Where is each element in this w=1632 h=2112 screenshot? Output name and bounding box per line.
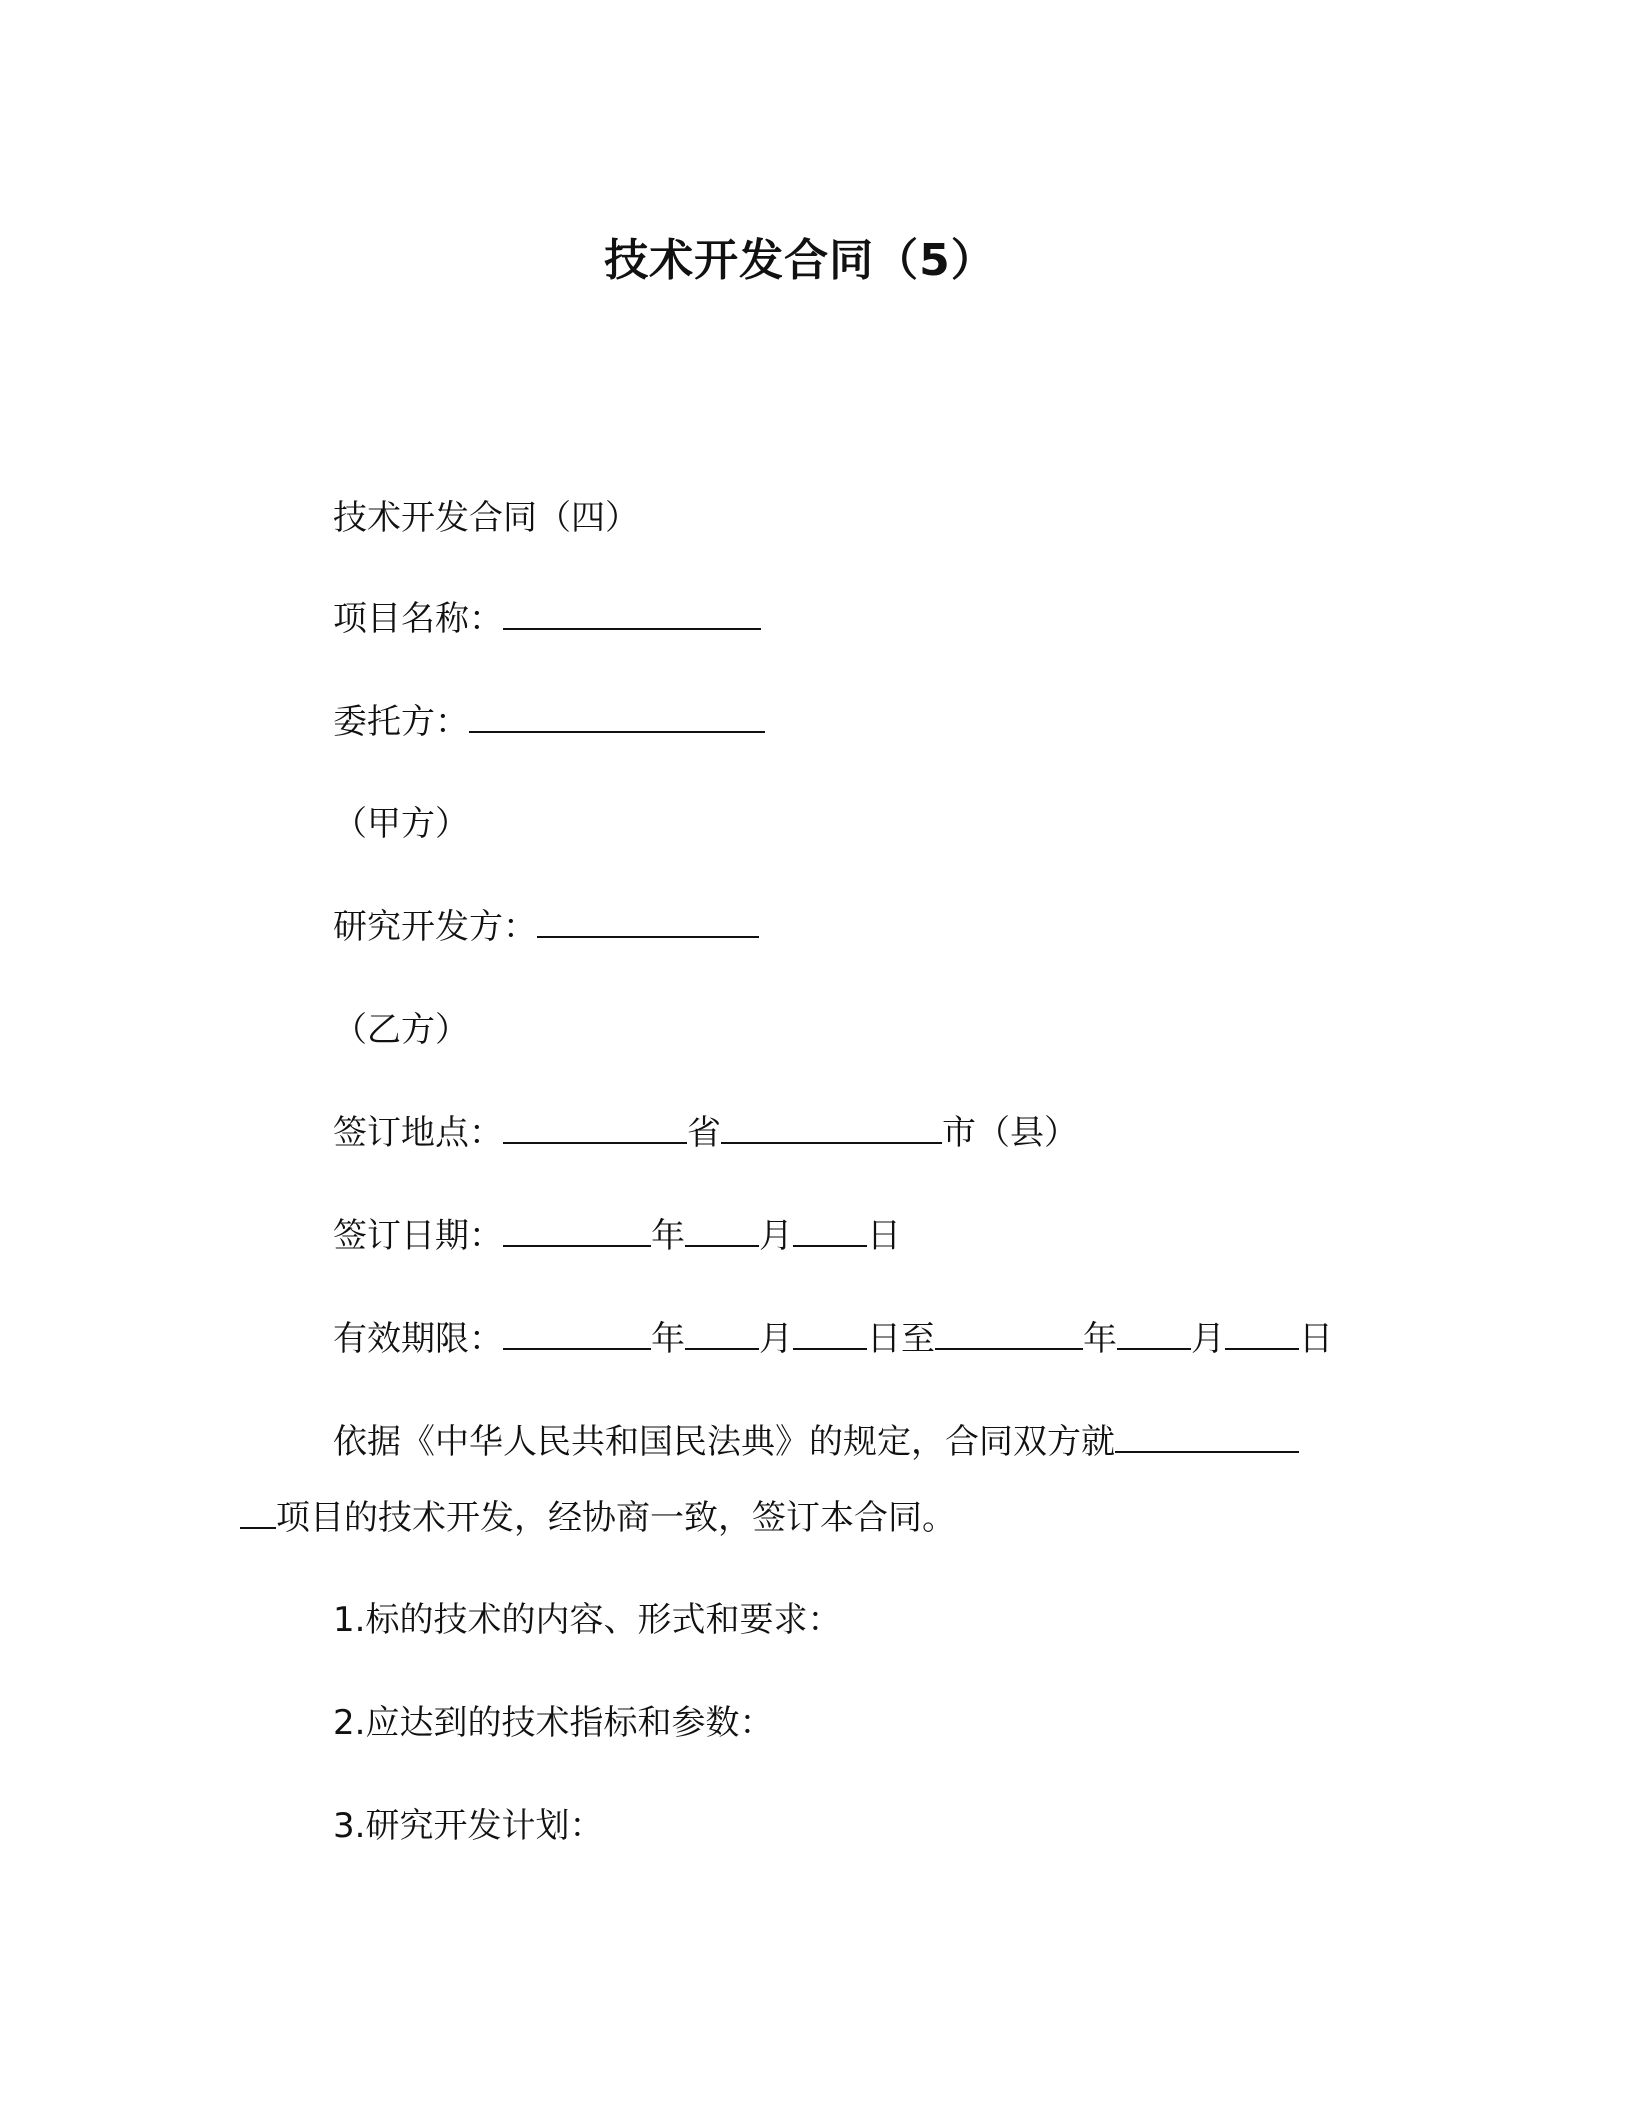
validity-year2-blank [935,1318,1083,1350]
party-a-label: （甲方） [333,804,469,844]
validity-month2-label: 月 [1191,1319,1225,1359]
sign-place-row [333,1111,1078,1155]
validity-day1-blank [793,1318,867,1350]
party-b-label: （乙方） [333,1010,469,1050]
contract-subtitle: 技术开发合同（四） [333,498,639,538]
intro-line-1 [333,1420,1299,1464]
validity-year1-blank [503,1318,651,1350]
validity-month2-blank [1117,1318,1191,1350]
city-label: 市（县） [942,1113,1078,1153]
province-label: 省 [687,1113,721,1153]
developer-label: 研究开发方： [333,907,537,947]
validity-day2-blank [1225,1318,1299,1350]
sign-year-blank [503,1215,651,1247]
sign-date-row [333,1214,901,1258]
document-title: 技术开发合同（5） [604,235,996,286]
province-blank [503,1112,687,1144]
project-name-row [333,597,761,641]
sign-year-label: 年 [651,1216,685,1256]
client-label: 委托方： [333,702,469,742]
item-1: 1.标的技术的内容、形式和要求： [333,1600,842,1640]
validity-month1-blank [685,1318,759,1350]
project-blank-continued [240,1497,276,1529]
intro-line-2 [240,1496,956,1540]
validity-label: 有效期限： [333,1319,503,1359]
client-row [333,700,765,744]
project-blank [1115,1421,1299,1453]
sign-date-label: 签订日期： [333,1216,503,1256]
project-name-blank [503,598,761,630]
developer-blank [537,906,759,938]
sign-month-blank [685,1215,759,1247]
validity-year1-label: 年 [651,1319,685,1359]
sign-month-label: 月 [759,1216,793,1256]
sign-place-label: 签订地点： [333,1113,503,1153]
sign-day-blank [793,1215,867,1247]
validity-year2-label: 年 [1083,1319,1117,1359]
item-2: 2.应达到的技术指标和参数： [333,1703,774,1743]
intro-text-2: 项目的技术开发，经协商一致，签订本合同。 [276,1498,956,1538]
client-blank [469,701,765,733]
validity-day-to-label: 日至 [867,1319,935,1359]
item-3: 3.研究开发计划： [333,1806,604,1846]
project-name-label: 项目名称： [333,599,503,639]
intro-text-1: 依据《中华人民共和国民法典》的规定，合同双方就 [333,1422,1115,1462]
developer-row [333,905,759,949]
city-blank [721,1112,942,1144]
validity-day2-label: 日 [1299,1319,1333,1359]
validity-month1-label: 月 [759,1319,793,1359]
validity-row [333,1317,1333,1361]
sign-day-label: 日 [867,1216,901,1256]
